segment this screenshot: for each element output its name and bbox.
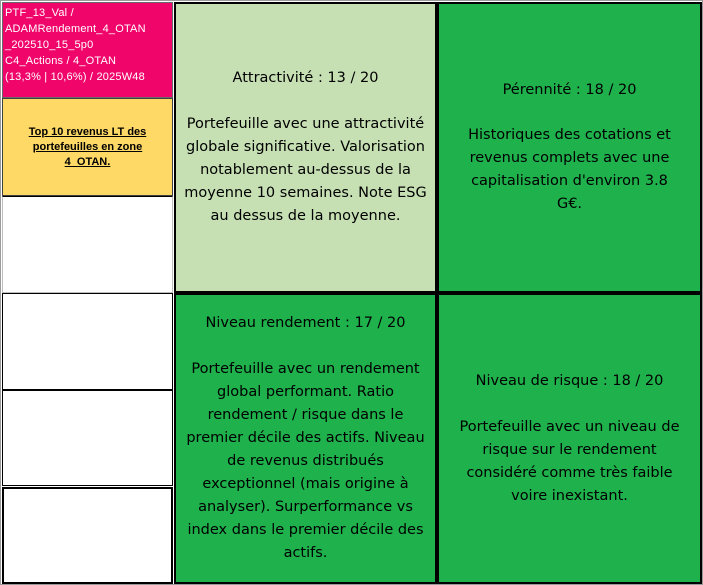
attractivite-panel [174, 2, 437, 293]
portfolio-tag-line-3: _202510_15_5p0 [5, 39, 94, 51]
portfolio-tag-line-2: ADAMRendement_4_OTAN [5, 23, 146, 35]
portfolio-tag-line-1: PTF_13_Val / [5, 7, 74, 19]
portfolio-tag-line-5: (13,3% | 10,6%) / 2025W48 [5, 71, 145, 83]
empty-cell [2, 487, 173, 584]
top10-link[interactable]: Top 10 revenus LT des portefeuilles en zone 4_OTAN. [28, 125, 147, 168]
attractivite-description: Portefeuille avec une attractivité globale significative. Valorisation notablement au-dessus de la moyenne 10 semaines. Note ESG au dessus de la moyenne. [184, 116, 427, 224]
empty-cell [2, 196, 173, 293]
perennite-description: Historiques des cotations et revenus complets avec une capitalisation d'environ 3.8 G€. [468, 127, 671, 212]
risque-panel [437, 293, 702, 584]
rendement-panel [174, 293, 437, 584]
perennite-panel [437, 2, 702, 293]
risque-title: Niveau de risque : 18 / 20 [475, 372, 664, 389]
perennite-title: Pérennité : 18 / 20 [502, 82, 637, 98]
rendement-description: Portefeuille avec un rendement global performant. Ratio rendement / risque dans le premier décile des actifs. Niveau de revenus distribués exceptionnel (mais origine à analyser). Surperformance vs index dans le premier décile des actifs. [186, 361, 425, 561]
risque-description: Portefeuille avec un niveau de risque sur le rendement considéré comme très faible voire inexistant. [459, 418, 680, 504]
empty-cell [2, 293, 173, 390]
portfolio-tag [2, 2, 173, 98]
empty-cell [2, 390, 173, 486]
portfolio-tag-line-4: C4_Actions / 4_OTAN [5, 55, 117, 67]
rendement-title: Niveau rendement : 17 / 20 [205, 315, 406, 331]
top10-link-box[interactable] [2, 98, 173, 196]
attractivite-title: Attractivité : 13 / 20 [232, 70, 379, 86]
